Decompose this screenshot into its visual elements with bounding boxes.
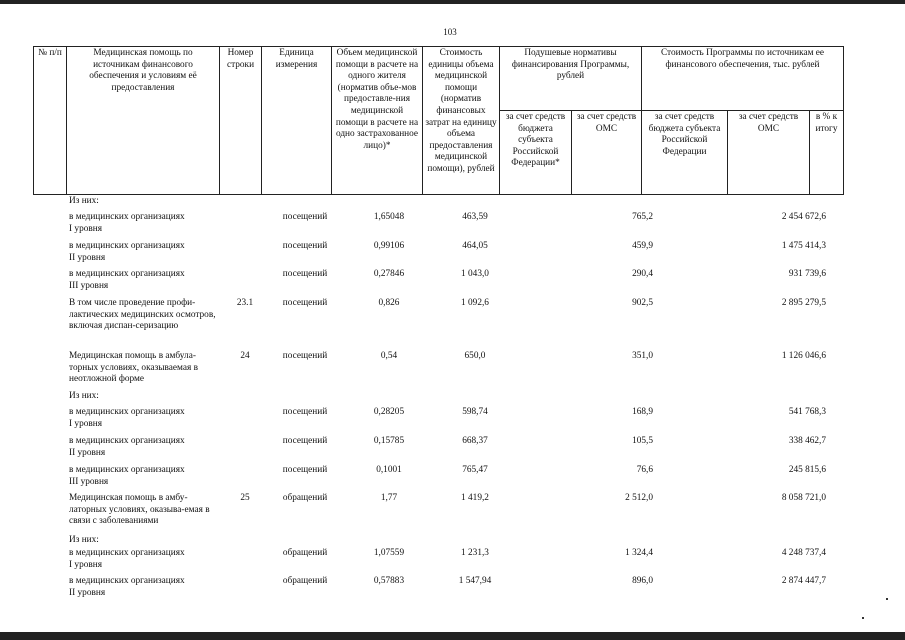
header-per-capita-oms: за счет средств ОМС: [572, 111, 642, 195]
row-volume: 0,27846: [373, 269, 405, 279]
row-unit-cost: 1 547,94: [458, 576, 492, 586]
row-volume: 0,826: [378, 298, 400, 308]
row-unit: посещений: [282, 269, 328, 279]
scan-speck: [862, 617, 864, 619]
header-program-cost: Стоимость Программы по источникам ее финансового обеспечения, тыс. рублей: [642, 47, 844, 111]
row-per-capita-oms: 765,2: [632, 212, 653, 222]
row-per-capita-oms: 105,5: [632, 436, 653, 446]
row-unit: посещений: [282, 436, 328, 446]
row-label: В том числе проведение профи-лактических медицинских осмотров, включая диспан-серизацию: [69, 298, 216, 332]
row-unit-cost: 650,0: [464, 351, 486, 361]
header-number: № п/п: [34, 47, 67, 195]
header-volume: Объем медицинской помощи в расчете на одного жителя (норматив объе-мов предоставле-ния медицинской помощи в расчете на одно застрахованное лицо)*: [332, 47, 423, 195]
row-per-capita-oms: 896,0: [632, 576, 653, 586]
row-per-capita-oms: 2 512,0: [625, 493, 653, 503]
row-unit: обращений: [282, 548, 328, 558]
row-unit-cost: 1 092,6: [461, 298, 489, 308]
row-label: в медицинских организациях I уровня: [69, 548, 185, 570]
row-label: Из них:: [69, 535, 99, 545]
row-per-capita-oms: 902,5: [632, 298, 653, 308]
row-unit-cost: 1 231,3: [461, 548, 489, 558]
table-header: [33, 46, 844, 195]
header-cost-oms: за счет средств ОМС: [728, 111, 810, 195]
row-volume: 1,65048: [373, 212, 405, 222]
row-label: в медицинских организациях I уровня: [69, 212, 185, 234]
row-cost-oms: 8 058 721,0: [781, 493, 826, 503]
row-cost-oms: 2 454 672,6: [781, 212, 826, 222]
row-per-capita-oms: 76,6: [636, 465, 653, 475]
row-line-number: 24: [240, 351, 250, 361]
header-unit: Единица измерения: [262, 47, 332, 195]
header-unit-cost: Стоимость единицы объема медицинской помощи (норматив финансовых затрат на единицу объема предоставления медицинской помощи), рублей: [423, 47, 500, 195]
row-label: в медицинских организациях III уровня: [69, 465, 185, 487]
row-unit-cost: 464,05: [462, 241, 488, 251]
row-label: в медицинских организациях I уровня: [69, 407, 185, 429]
row-volume: 0,1001: [376, 465, 402, 475]
row-unit-cost: 598,74: [462, 407, 488, 417]
row-line-number: 25: [240, 493, 250, 503]
row-unit: посещений: [282, 407, 328, 417]
row-unit: посещений: [282, 351, 328, 361]
row-per-capita-oms: 459,9: [632, 241, 653, 251]
row-cost-oms: 4 248 737,4: [781, 548, 826, 558]
row-label: в медицинских организациях II уровня: [69, 241, 185, 263]
scan-bottom-border: [0, 632, 905, 640]
scan-top-border: [0, 0, 905, 4]
row-unit-cost: 765,47: [462, 465, 488, 475]
row-label: Медицинская помощь в амбу-латорных условиях, оказыва-емая в связи с заболеваниями: [69, 493, 210, 527]
scan-speck: [886, 598, 888, 600]
row-per-capita-oms: 1 324,4: [625, 548, 653, 558]
header-care-type: Медицинская помощь по источникам финансового обеспечения и условиям её предоставления: [67, 47, 220, 195]
row-unit: обращений: [282, 493, 328, 503]
row-volume: 1,77: [380, 493, 398, 503]
row-volume: 0,99106: [373, 241, 405, 251]
row-cost-oms: 338 462,7: [788, 436, 826, 446]
row-label: Медицинская помощь в амбула-торных условиях, оказываемая в неотложной форме: [69, 351, 198, 385]
header-per-capita-budget: за счет средств бюджета субъекта Российской Федерации*: [500, 111, 572, 195]
row-volume: 0,54: [380, 351, 398, 361]
header-cost-budget: за счет средств бюджета субъекта Российской Федерации: [642, 111, 728, 195]
row-cost-oms: 931 739,6: [788, 269, 826, 279]
row-label: Из них:: [69, 391, 99, 401]
header-per-capita: Подушевые нормативы финансирования Программы, рублей: [500, 47, 642, 111]
row-per-capita-oms: 168,9: [632, 407, 653, 417]
row-label: в медицинских организациях II уровня: [69, 436, 185, 458]
row-unit: посещений: [282, 212, 328, 222]
row-unit: посещений: [282, 298, 328, 308]
row-volume: 0,15785: [373, 436, 405, 446]
header-line-number: Номер строки: [220, 47, 262, 195]
row-unit-cost: 463,59: [462, 212, 488, 222]
row-unit-cost: 1 043,0: [461, 269, 489, 279]
row-volume: 1,07559: [373, 548, 405, 558]
row-volume: 0,28205: [373, 407, 405, 417]
header-cost-percent: в % к итогу: [810, 111, 844, 195]
row-cost-oms: 2 895 279,5: [781, 298, 826, 308]
row-unit: посещений: [282, 241, 328, 251]
row-cost-oms: 1 475 414,3: [781, 241, 826, 251]
row-per-capita-oms: 290,4: [632, 269, 653, 279]
row-cost-oms: 2 874 447,7: [781, 576, 826, 586]
row-per-capita-oms: 351,0: [632, 351, 653, 361]
row-unit: посещений: [282, 465, 328, 475]
row-cost-oms: 541 768,3: [788, 407, 826, 417]
row-cost-oms: 245 815,6: [788, 465, 826, 475]
row-label: в медицинских организациях II уровня: [69, 576, 185, 598]
row-label: в медицинских организациях III уровня: [69, 269, 185, 291]
row-volume: 0,57883: [373, 576, 405, 586]
row-unit-cost: 668,37: [462, 436, 488, 446]
page-number: 103: [443, 27, 457, 37]
row-unit-cost: 1 419,2: [461, 493, 489, 503]
row-line-number: 23.1: [236, 298, 254, 308]
row-unit: обращений: [282, 576, 328, 586]
row-cost-oms: 1 126 046,6: [781, 351, 826, 361]
row-label: Из них:: [69, 196, 99, 206]
